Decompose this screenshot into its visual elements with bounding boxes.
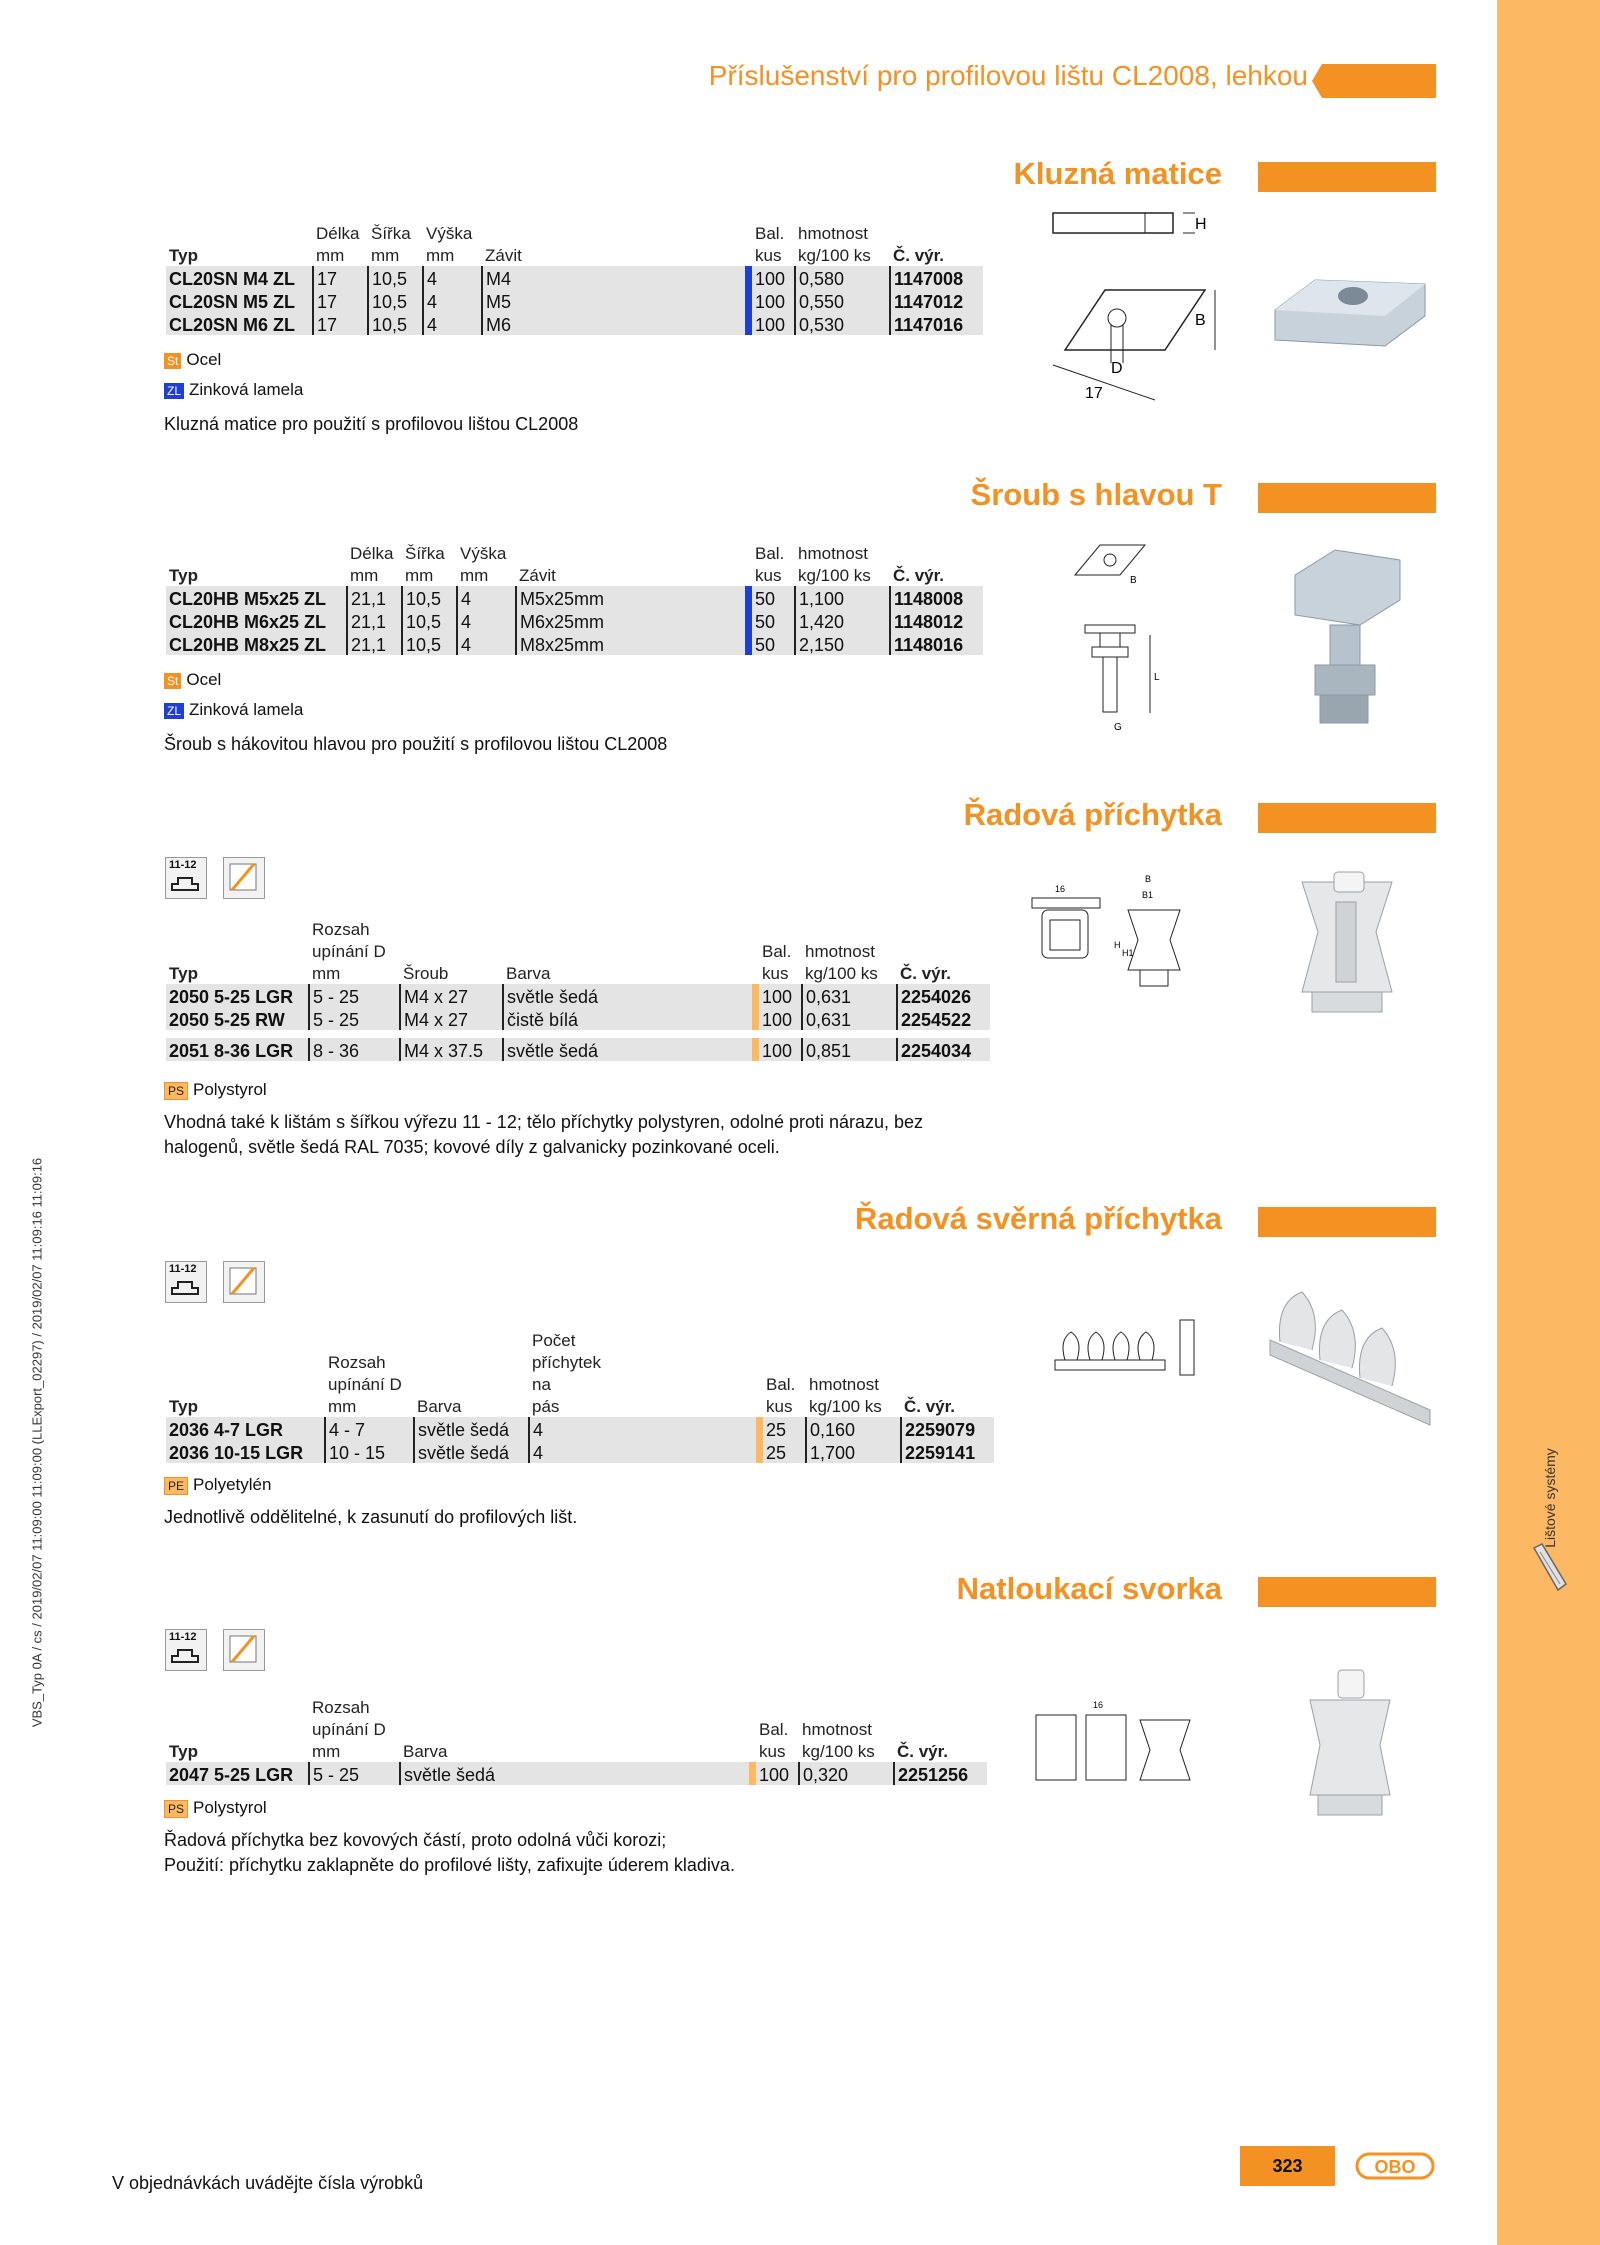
icon-group [165, 1261, 265, 1303]
table-row: CL20SN M4 ZL 17 10,5 4 M4 100 0,580 1147008 [166, 266, 983, 289]
section-bar [1258, 162, 1436, 192]
hammer-clip-drawing [1030, 1690, 1230, 1810]
material-zl: ZL Zinková lamela [164, 380, 303, 400]
clip-drawing [1030, 870, 1230, 1030]
slide-nut-drawing [1045, 205, 1225, 405]
svg-text:H: H [1114, 940, 1121, 950]
sidebar-label: Lištové systémy [1542, 1448, 1558, 1548]
section-title-sroub: Šroub s hlavou T [970, 477, 1222, 512]
hammer-clip-photo [1300, 1665, 1400, 1825]
table-row: CL20HB M5x25 ZL 21,1 10,5 4 M5x25mm 50 1,100 1148008 [166, 586, 983, 609]
product-table-radova-prichytka: Rozsah upínání D Bal. hmotnost Typ mm Šroub Barva kus kg/100 ks Č. výr. 2050 5-25 LGR 5 - 25 M4 x 27 světle šedá 100 0,631 2254026 2050 5-25 RW 5 - 25 M4 x 27 čistě bílá 100 0,631 2254522 2051 8-36 LGR 8 - 36 M4 x 37.5 světle šedá 100 0,851 2254034 [166, 918, 990, 1061]
svg-text:OBO: OBO [1374, 2157, 1416, 2177]
svg-text:B: B [1145, 874, 1152, 884]
svg-text:16: 16 [1093, 1700, 1104, 1710]
product-table-sroub: Délka Šířka Výška Bal. hmotnost Typ mm mm mm Závit kus kg/100 ks Č. výr. CL20HB M5x25 ZL 21,1 10,5 4 M5x25mm 50 1,100 1148008 CL20HB M6x25 ZL 21,1 10,5 4 M6x25mm 50 1,420 1148012 CL20HB M8x25 ZL 21,1 10,5 4 M8x25mm 50 2,150 1148016 [166, 542, 983, 655]
page-title: Příslušenství pro profilovou lištu CL2008, lehkou [708, 60, 1308, 91]
section-title-kluzna-matice: Kluzná matice [1013, 156, 1222, 191]
description: Vhodná také k lištám s šířkou výřezu 11 - 12; tělo příchytky polystyren, odolné proti nárazu, bez halogenů, světle šedá RAL 7035; kovové díly z galvanicky pozinkované oceli. [164, 1112, 924, 1157]
section-bar [1258, 483, 1436, 513]
icon-group [165, 1629, 265, 1671]
rail-icon [1530, 1540, 1570, 1600]
table-row: 2036 10-15 LGR 10 - 15 světle šedá 4 25 1,700 2259141 [166, 1440, 994, 1463]
section-title-radova-prichytka: Řadová příchytka [963, 797, 1222, 832]
svg-text:D: D [1111, 360, 1123, 377]
section-bar [1258, 1577, 1436, 1607]
svg-text:B: B [1195, 312, 1206, 329]
table-row: 2047 5-25 LGR 5 - 25 světle šedá 100 0,320 2251256 [166, 1762, 987, 1785]
halogen-free-icon [223, 1261, 265, 1303]
svg-text:G: G [1114, 722, 1122, 733]
header-tab [1322, 64, 1436, 98]
halogen-free-icon [223, 1629, 265, 1671]
svg-text:16: 16 [1055, 884, 1066, 894]
footer-note: V objednávkách uvádějte čísla výrobků [112, 2173, 424, 2193]
description: Šroub s hákovitou hlavou pro použití s profilovou lištou CL2008 [164, 734, 668, 754]
slot-width-icon: 11-12 [165, 1629, 207, 1671]
strip-clip-photo [1265, 1280, 1435, 1430]
svg-text:H: H [1195, 216, 1207, 233]
table-row: CL20HB M6x25 ZL 21,1 10,5 4 M6x25mm 50 1,420 1148012 [166, 609, 983, 632]
product-table-kluzna-matice: Délka Šířka Výška Bal. hmotnost Typ mm mm mm Závit kus kg/100 ks Č. výr. CL20SN M4 ZL 17 10,5 4 M4 100 0,580 1147008 CL20SN M5 ZL 17 10,5 4 M5 100 0,550 1147012 CL20SN M6 ZL 17 10,5 4 M6 100 0,530 1147016 [166, 222, 983, 335]
obo-logo [1355, 2150, 1435, 2182]
slot-width-icon: 11-12 [165, 1261, 207, 1303]
slide-nut-photo [1265, 270, 1430, 360]
print-meta: VBS_Typ 0A / cs / 2019/02/07 11:09:00 11:09:00 (LLExport_02297) / 2019/02/07 11:09:16 11:09:16 [29, 1157, 45, 1728]
material-st: St Ocel [164, 350, 221, 370]
t-bolt-photo [1290, 545, 1405, 730]
product-table-radova-sverna: Počet Rozsah příchytek upínání D na Bal. hmotnost Typ mm Barva pás kus kg/100 ks Č. výr. 2036 4-7 LGR 4 - 7 světle šedá 4 25 0,160 2259079 2036 10-15 LGR 10 - 15 světle šedá 4 25 1,700 2259141 [166, 1329, 994, 1463]
t-bolt-drawing [1070, 535, 1180, 735]
slot-width-icon: 11-12 [165, 857, 207, 899]
table-row: 2051 8-36 LGR 8 - 36 M4 x 37.5 světle šedá 100 0,851 2254034 [166, 1038, 990, 1061]
table-row: CL20SN M5 ZL 17 10,5 4 M5 100 0,550 1147012 [166, 289, 983, 312]
description: Kluzná matice pro použití s profilovou lištou CL2008 [164, 414, 579, 434]
description: Jednotlivě oddělitelné, k zasunutí do profilových lišt. [164, 1507, 578, 1527]
table-row: 2050 5-25 RW 5 - 25 M4 x 27 čistě bílá 100 0,631 2254522 [166, 1007, 990, 1030]
material-zl: ZL Zinková lamela [164, 700, 303, 720]
table-row: CL20SN M6 ZL 17 10,5 4 M6 100 0,530 1147016 [166, 312, 983, 335]
section-title-natloukaci-svorka: Natloukací svorka [956, 1571, 1222, 1606]
material-pe: PE Polyetylén [164, 1475, 271, 1495]
table-row: 2036 4-7 LGR 4 - 7 světle šedá 4 25 0,160 2259079 [166, 1417, 994, 1440]
material-ps: PS Polystyrol [164, 1798, 267, 1818]
halogen-free-icon [223, 857, 265, 899]
icon-group [165, 857, 265, 899]
section-bar [1258, 803, 1436, 833]
material-ps: PS Polystyrol [164, 1080, 267, 1100]
strip-clip-drawing [1035, 1310, 1215, 1390]
table-row: CL20HB M8x25 ZL 21,1 10,5 4 M8x25mm 50 2,150 1148016 [166, 632, 983, 655]
section-title-radova-sverna: Řadová svěrná příchytka [854, 1201, 1222, 1236]
description: Řadová příchytka bez kovových částí, proto odolná vůči korozi; Použití: příchytku zaklapněte do profilové lišty, zafixujte úderem kladiva. [164, 1830, 735, 1875]
table-row: 2050 5-25 LGR 5 - 25 M4 x 27 světle šedá 100 0,631 2254026 [166, 984, 990, 1007]
material-st: St Ocel [164, 670, 221, 690]
svg-text:L: L [1154, 672, 1160, 683]
sidebar-band [1497, 0, 1600, 2245]
product-table-natloukaci-svorka: Rozsah upínání D Bal. hmotnost Typ mm Barva kus kg/100 ks Č. výr. 2047 5-25 LGR 5 - 25 světle šedá 100 0,320 2251256 [166, 1696, 987, 1785]
svg-text:B1: B1 [1142, 890, 1154, 900]
svg-text:17: 17 [1085, 385, 1103, 402]
section-bar [1258, 1207, 1436, 1237]
svg-text:B: B [1130, 575, 1137, 586]
svg-text:H1: H1 [1122, 948, 1134, 958]
clip-photo [1292, 862, 1402, 1022]
page-number: 323 [1240, 2146, 1335, 2186]
